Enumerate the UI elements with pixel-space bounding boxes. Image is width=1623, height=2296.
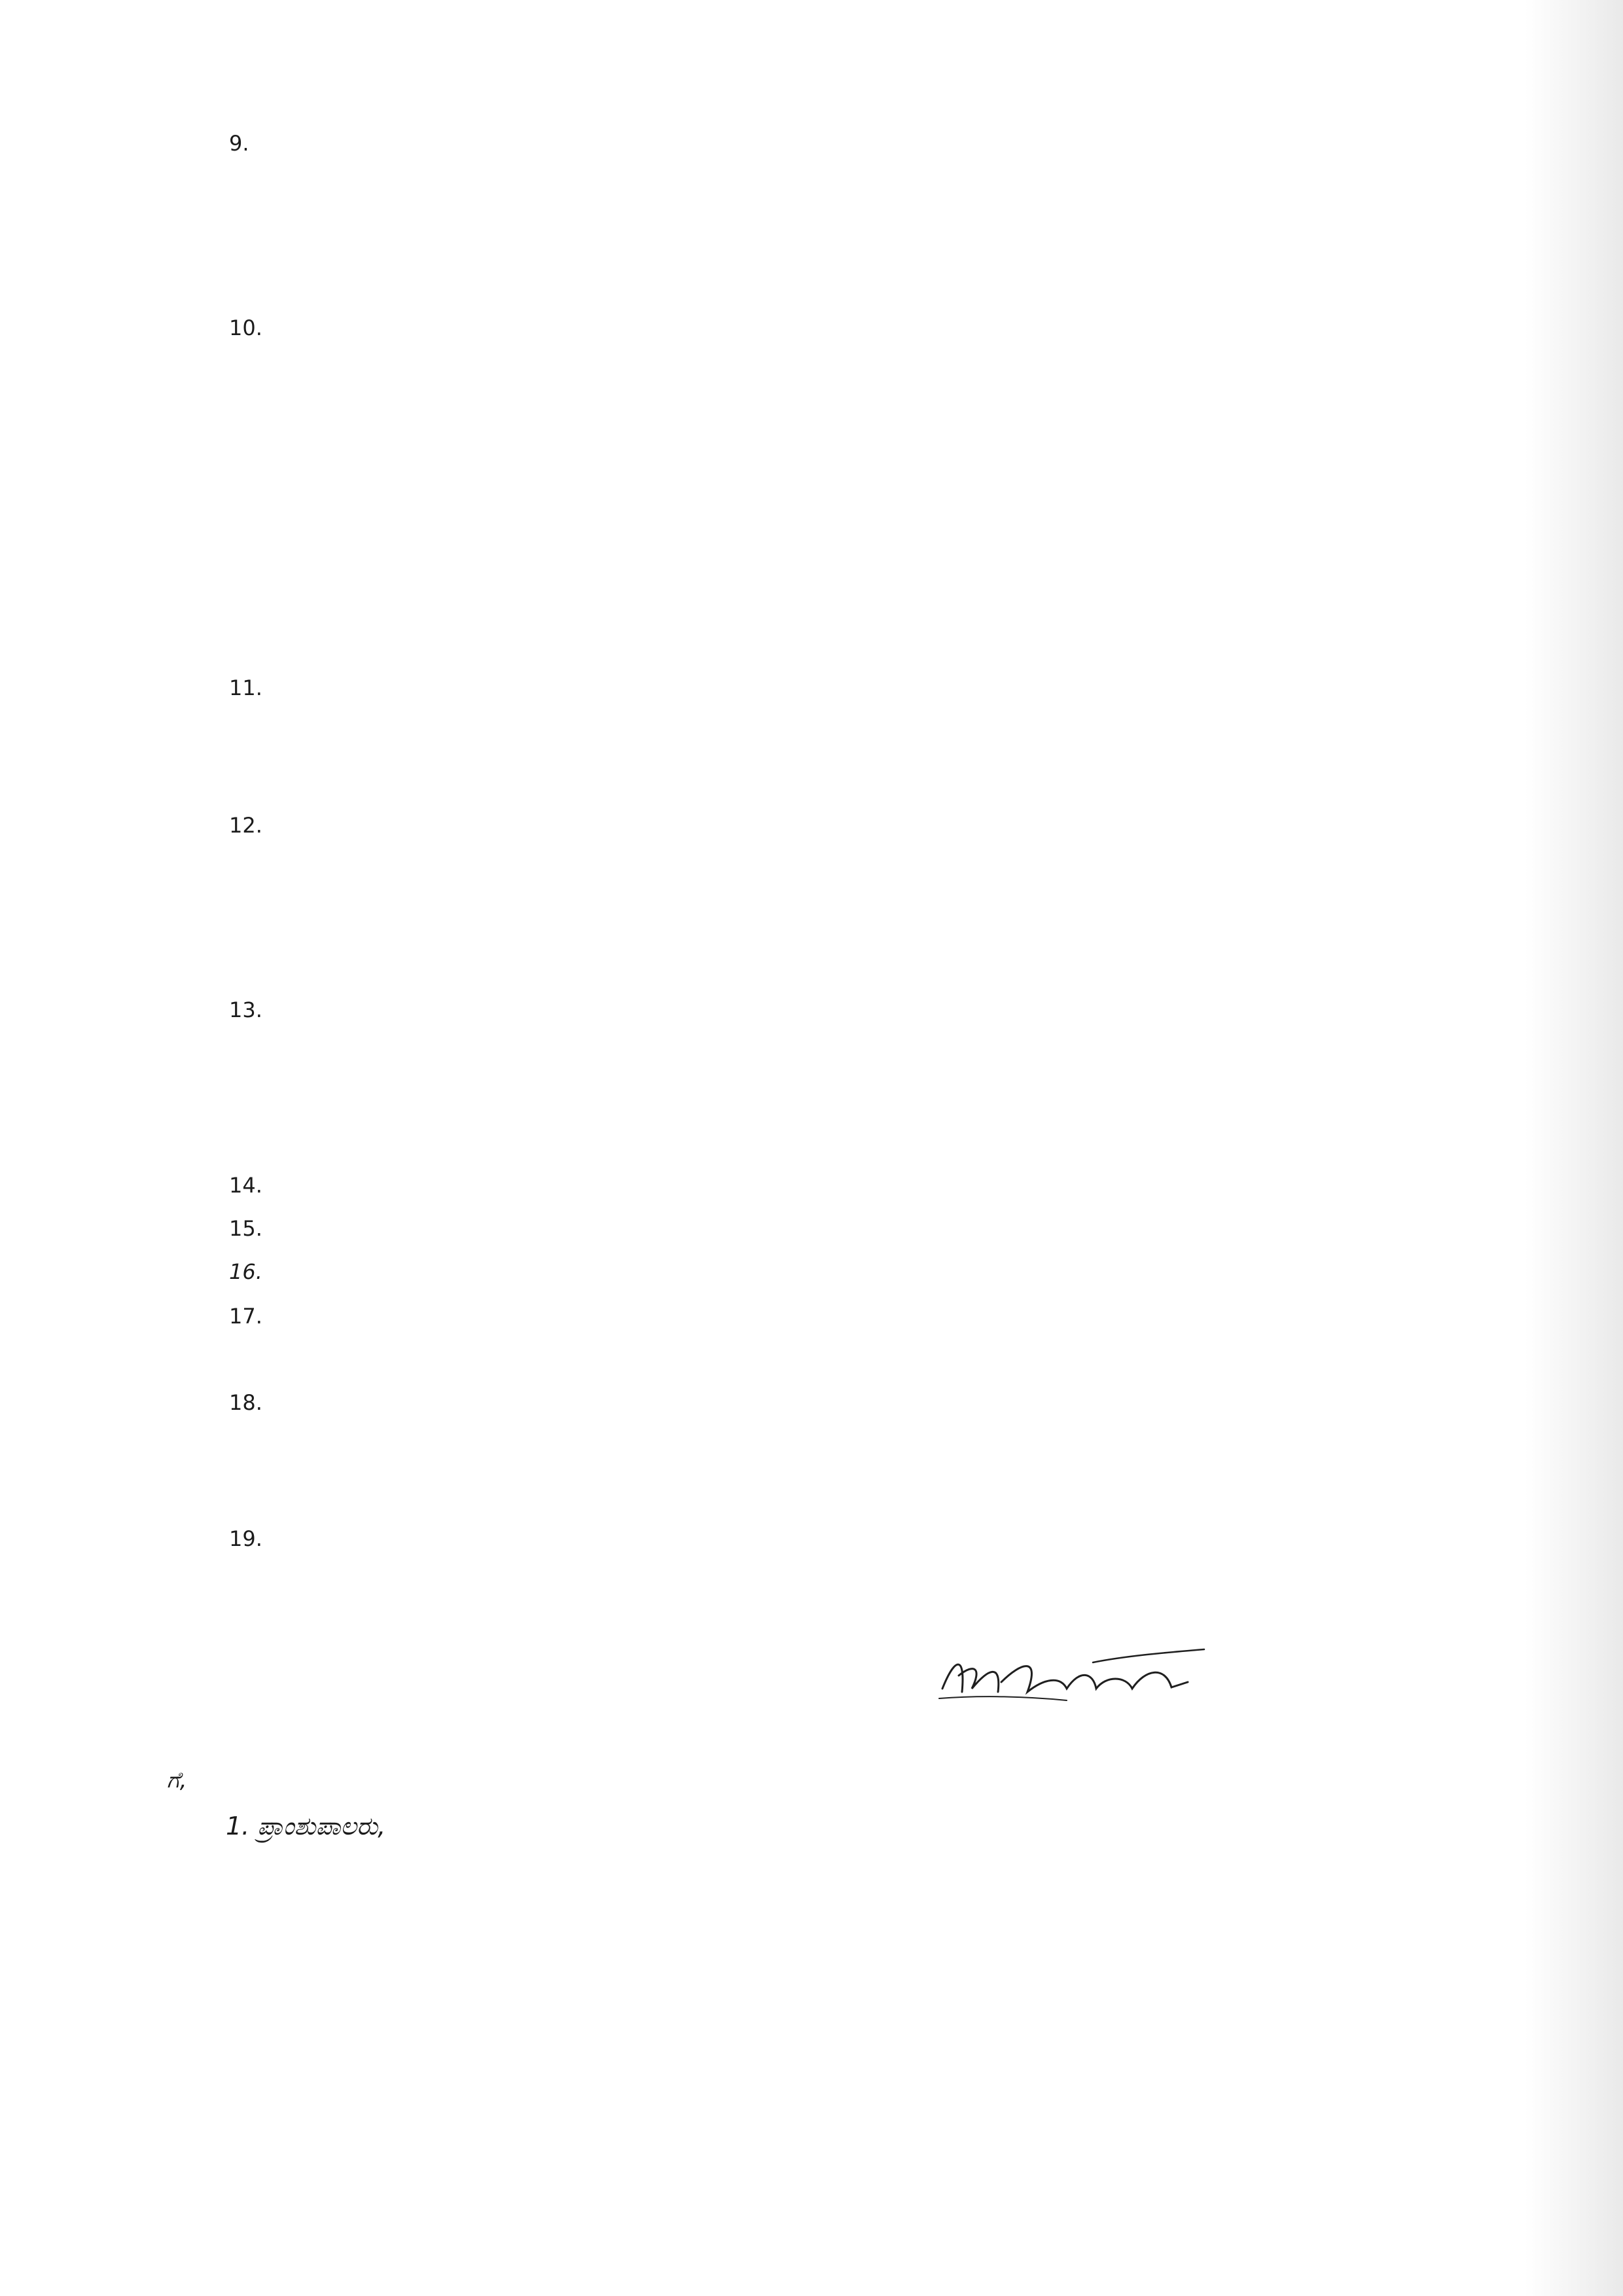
addressee-line: [897, 1849, 942, 1895]
clause-line: [281, 1424, 1433, 1467]
clause-number: 19.: [229, 1526, 262, 1551]
clause-text: [281, 666, 1433, 796]
clause-line: [281, 208, 1433, 251]
clause-line: [281, 122, 1433, 165]
addressee-line: [226, 1941, 385, 1986]
clause-line: [281, 165, 1433, 208]
clause-line: [281, 609, 1433, 652]
clause-line: [281, 1164, 1433, 1207]
clause-line: [281, 804, 1433, 847]
copy-to-list: [216, 2088, 1446, 2261]
clause-line: [281, 709, 1433, 753]
addressee-line: 1. ಪ್ರಾಂಶುಪಾಲರು,: [226, 1812, 386, 1840]
clause-text: [281, 1207, 1433, 1250]
copy-to-line: [216, 2232, 1446, 2261]
clause-text: [281, 306, 1433, 652]
addressee-line: [897, 1941, 942, 1986]
clause-line: [281, 1381, 1433, 1424]
recipient-marker: ಗೆ,: [167, 1767, 187, 1793]
clause-line: [281, 1295, 1433, 1338]
clause-line: [281, 1075, 1433, 1118]
clause-number: 9.: [229, 131, 249, 156]
clause-number: 12.: [229, 813, 262, 838]
clause-text: [281, 1164, 1433, 1207]
addressee-line: [897, 1803, 942, 1849]
clause-text: [281, 1517, 1433, 1604]
addressee-line: [897, 1895, 942, 1941]
clause-line: [281, 522, 1433, 565]
clause-line: [281, 1560, 1433, 1604]
signature-block: [916, 1617, 1243, 1774]
clause-line: [281, 1517, 1433, 1560]
clause-text: [281, 122, 1433, 295]
clause-number: 16.: [229, 1259, 262, 1284]
clause-line: [281, 251, 1433, 295]
clause-line: [281, 306, 1433, 350]
clause-line: [281, 890, 1433, 933]
clause-number: 18.: [229, 1390, 262, 1415]
clause-line: [281, 479, 1433, 522]
clause-text: [281, 988, 1433, 1161]
copy-to-line: [216, 2145, 1446, 2174]
addressee-line: [226, 1986, 385, 2032]
clause-text: [281, 1381, 1433, 1511]
handwritten-signature: [929, 1643, 1217, 1715]
copy-to-line: [216, 2088, 1446, 2117]
clause-line: [281, 350, 1433, 393]
clause-line: [281, 1031, 1433, 1075]
addressee-2: [897, 1803, 942, 1986]
addressee-line: [226, 1895, 385, 1941]
clause-line: [281, 1250, 1433, 1293]
scan-edge-shadow: [1525, 0, 1623, 2296]
clause-line: [281, 988, 1433, 1031]
clause-number: 14.: [229, 1173, 262, 1198]
copy-to-line: [216, 2174, 1446, 2203]
clause-text: [281, 804, 1433, 977]
clause-line: [281, 436, 1433, 479]
clause-number: 15.: [229, 1216, 262, 1241]
clause-text: [281, 1250, 1433, 1293]
clause-line: [281, 1207, 1433, 1250]
addressee-line: [226, 1849, 385, 1895]
clause-number: 13.: [229, 997, 262, 1022]
clause-line: [281, 847, 1433, 890]
clause-line: [281, 565, 1433, 609]
clause-line: [281, 933, 1433, 977]
clause-number: 11.: [229, 675, 262, 700]
clause-number: 17.: [229, 1304, 262, 1329]
clause-line: [281, 393, 1433, 436]
clause-line: [281, 1467, 1433, 1511]
clause-line: [281, 666, 1433, 709]
addressee-1: [226, 1803, 385, 2032]
clause-number: 10.: [229, 315, 262, 340]
copy-to-line: [216, 2203, 1446, 2232]
clause-text: [281, 1295, 1433, 1381]
clause-line: [281, 1118, 1433, 1161]
clause-line: [281, 1338, 1433, 1381]
clause-line: [281, 753, 1433, 796]
copy-to-line: [216, 2117, 1446, 2145]
